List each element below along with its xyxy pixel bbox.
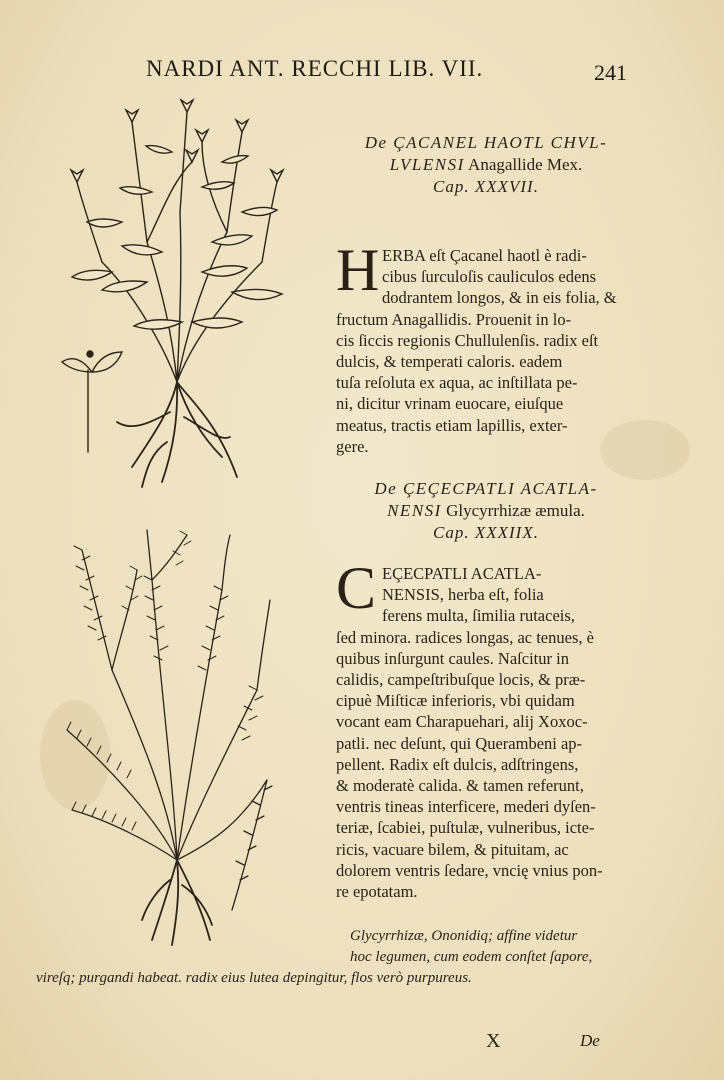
body-line: cis ſiccis regionis Chullulenſis. radix eſt (336, 330, 599, 350)
body-line: ricis, vacuare bilem, & pituitam, ac (336, 839, 569, 859)
body-line: vocant eam Charapuehari, alij Xoxoc- (336, 712, 588, 732)
catchword: De (580, 1031, 600, 1050)
body-line: quibus inſurgunt caules. Naſcitur in (336, 648, 569, 668)
chapter-title-line: De ÇEÇECPATLI ACATLA- (374, 479, 598, 498)
chapter-title-roman: Glycyrrhizæ æmula. (446, 501, 585, 520)
editorial-note (36, 926, 630, 989)
page-number: 241 (594, 60, 627, 85)
chapter-title-line: LVLENSI (389, 155, 465, 174)
note-line: Glycyrrhizæ, Ononidiq; affine videtur (350, 928, 578, 944)
body-line: teriæ, ſcabiei, puſtulæ, vulneribus, icte- (336, 818, 595, 838)
chapter-body (336, 237, 628, 457)
body-line: gere. (336, 436, 369, 456)
woodcut-herb-anagallis (52, 92, 302, 492)
body-line: dodrantem longos, & in eis folia, & (382, 288, 617, 308)
drop-cap: C (336, 555, 377, 621)
body-line: tuſa reſoluta ex aqua, ac inſtillata pe- (336, 373, 578, 393)
chapter-title-line: De ÇACANEL HAOTL CHVL- (364, 133, 608, 152)
chapter-title-line: NENSI (387, 501, 442, 520)
body-line: pellent. Radix eſt dulcis, adſtringens, (336, 754, 579, 774)
body-line: ſed minora. radices longas, ac tenues, è (336, 627, 594, 647)
body-line: ferens multa, ſimilia rutaceis, (382, 606, 575, 626)
body-line: patli. nec deſunt, qui Querambeni ap- (336, 733, 583, 753)
chapter-title (336, 132, 636, 198)
note-line: hoc legumen, cum eodem conſtet ſapore, (350, 949, 593, 965)
chapter-title (336, 478, 636, 544)
body-line: NENSIS, herba eſt, folia (382, 585, 544, 605)
body-line: ventris tineas interficere, mederi dyſen- (336, 797, 596, 817)
body-line: ERBA eſt Çacanel haotl è radi- (382, 246, 587, 265)
running-head: NARDI ANT. RECCHI LIB. VII. (146, 56, 484, 81)
body-line: fructum Anagallidis. Prouenit in lo- (336, 309, 572, 329)
chapter-title-roman: Anagallide Mex. (468, 155, 583, 174)
body-line: cibus ſurculoſis cauliculos edens (382, 267, 596, 287)
chapter-body (336, 555, 628, 902)
body-line: dulcis, & temperati caloris. eadem (336, 352, 563, 372)
drop-cap: H (336, 237, 380, 303)
body-line: cipuè Miſticæ inferioris, vbi quidam (336, 691, 575, 711)
chapter-caption: Cap. XXXIIX. (433, 523, 539, 542)
note-line: vireſq; purgandi habeat. radix eius lutea depingitur, flos verò purpureus. (36, 970, 472, 986)
chapter-caption: Cap. XXXVII. (433, 177, 539, 196)
body-line: calidis, campeſtribuſque locis, & præ- (336, 670, 586, 690)
body-line: & moderatè calida. & tamen referunt, (336, 776, 584, 796)
woodcut-herb-glycyrrhiza (52, 520, 292, 950)
signature-mark: X (486, 1030, 501, 1052)
body-line: meatus, tractis etiam lapillis, exter- (336, 415, 568, 435)
body-line: dolorem ventris ſedare, vncię vnius pon- (336, 860, 603, 880)
body-line: ni, dicitur vrinam euocare, eiuſque (336, 394, 564, 414)
body-line: re epotatam. (336, 882, 418, 902)
body-line: EÇECPATLI ACATLA- (382, 564, 542, 583)
